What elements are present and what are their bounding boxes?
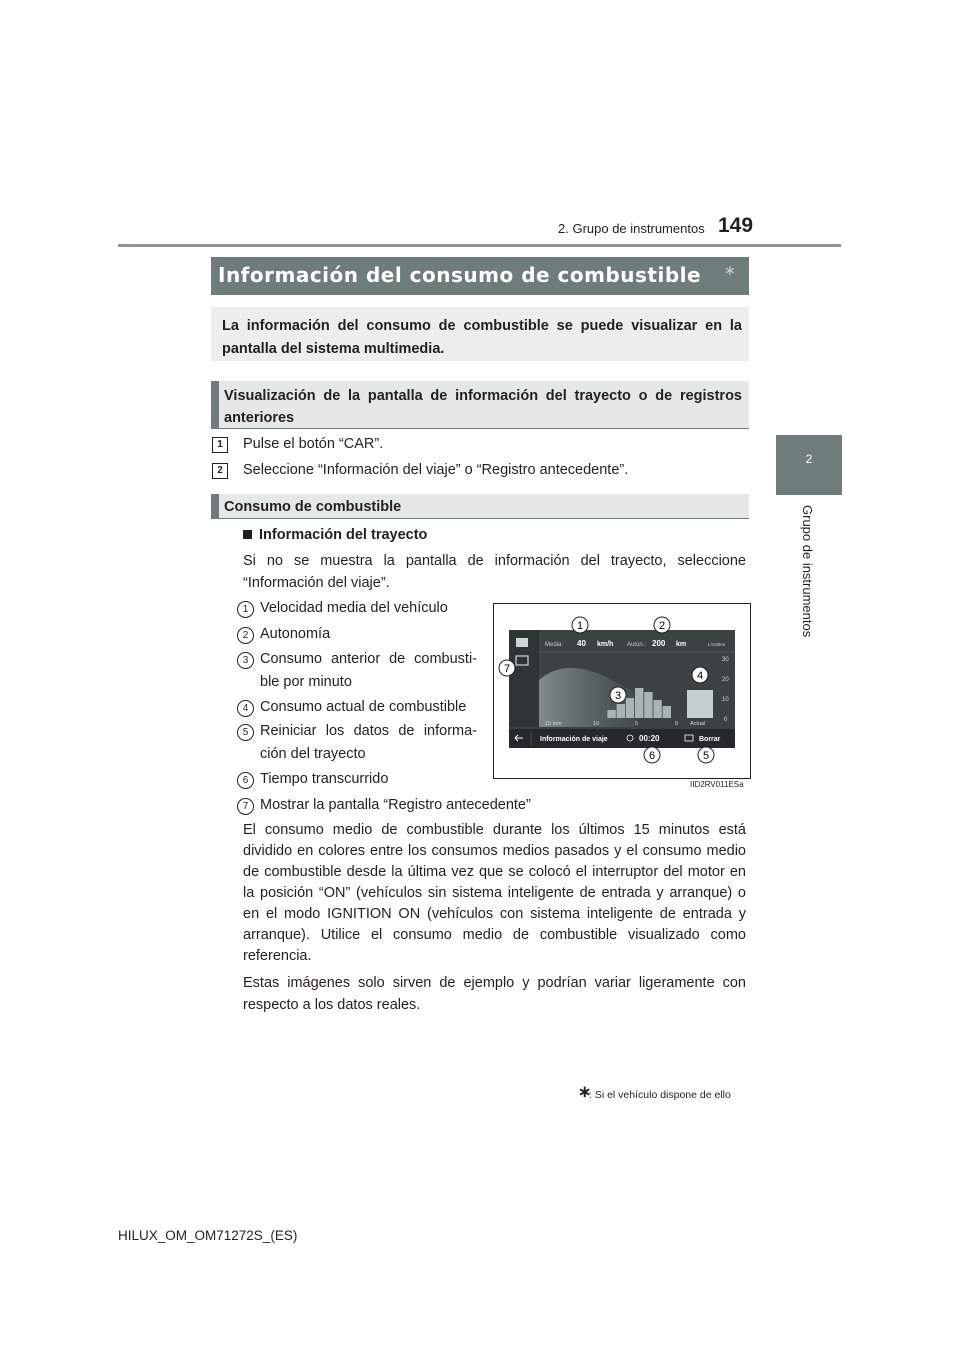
callout-6: 6 — [648, 750, 656, 762]
y-tick-10: 10 — [722, 697, 729, 703]
trip-intro: Si no se muestra la pantalla de información del trayecto, seleccione “Información del viaje”. — [243, 553, 746, 591]
x-tick-actual: Actual — [690, 721, 706, 727]
header-rule — [118, 244, 841, 247]
item-number-2: 2 — [237, 627, 254, 644]
item-text-5a: Reiniciar los datos de informa- — [260, 723, 477, 739]
footer-code: HILUX_OM_OM71272S_(ES) — [118, 1228, 298, 1243]
item-number-7: 7 — [237, 798, 254, 815]
trip-info-button[interactable]: Información de viaje — [540, 736, 608, 743]
consumption-unit: L/100km — [708, 642, 726, 647]
step-text-2: Seleccione “Información del viaje” o “Registro antecedente”. — [243, 462, 629, 478]
item-text-2: Autonomía — [260, 626, 331, 642]
figure-callouts — [493, 603, 751, 779]
section-title: 2. Grupo de instrumentos — [558, 221, 705, 236]
callout-4: 4 — [696, 670, 704, 682]
x-tick-10: 10 — [593, 721, 600, 727]
intro-text: La información del consumo de combustible se puede visualizar en la pantalla del sistema multimedia. — [222, 318, 742, 357]
x-tick-15min: 15 min — [545, 721, 562, 727]
subheading-1: Visualización de la pantalla de información del trayecto o de registros anteriores — [224, 388, 742, 426]
footnote-asterisk: ∗ — [578, 1084, 592, 1101]
item-text-3b: ble por minuto — [260, 674, 352, 690]
item-number-4: 4 — [237, 700, 254, 717]
reset-button[interactable]: Borrar — [699, 736, 721, 743]
page-number: 149 — [718, 214, 754, 237]
elapsed-time: 00:20 — [639, 734, 660, 743]
x-tick-5: 5 — [635, 721, 639, 727]
avg-speed-value: 40 — [577, 639, 586, 648]
step-number-2: 2 — [212, 463, 228, 479]
chapter-tab-number: 2 — [805, 452, 813, 466]
chapter-tab-label: Grupo de instrumentos — [800, 505, 815, 638]
range-label: Auton.: — [627, 642, 647, 648]
callout-1: 1 — [576, 620, 584, 632]
page-title: Información del consumo de combustible — [218, 263, 702, 287]
range-unit: km — [676, 641, 687, 648]
figure-code: IID2RV011ESa — [690, 780, 744, 789]
callout-2: 2 — [658, 620, 666, 632]
x-tick-0: 0 — [675, 721, 679, 727]
range-value: 200 — [652, 639, 666, 648]
item-number-3: 3 — [237, 652, 254, 669]
bullet-square-icon — [243, 530, 252, 539]
paragraph-2: Estas imágenes solo sirven de ejemplo y podrían variar ligeramente con respecto a los datos reales. — [243, 975, 746, 1013]
item-number-1: 1 — [237, 601, 254, 618]
callout-5: 5 — [702, 750, 710, 762]
item-text-4: Consumo actual de combustible — [260, 699, 467, 715]
item-text-7: Mostrar la pantalla “Registro antecedente” — [260, 797, 531, 813]
step-number-1: 1 — [212, 437, 228, 453]
item-number-6: 6 — [237, 772, 254, 789]
footnote: : Si el vehículo dispone de ello — [589, 1089, 731, 1101]
trip-heading: Información del trayecto — [259, 527, 428, 543]
callout-3: 3 — [614, 690, 622, 702]
item-text-1: Velocidad media del vehículo — [260, 600, 448, 616]
step-text-1: Pulse el botón “CAR”. — [243, 436, 384, 452]
avg-speed-unit: km/h — [597, 641, 614, 648]
item-text-5b: ción del trayecto — [260, 746, 366, 762]
title-asterisk: ∗ — [724, 262, 736, 278]
callout-7: 7 — [503, 663, 511, 675]
paragraph-1: El consumo medio de combustible durante los últimos 15 minutos está dividido en colores entre los consumos medios pasados y el consumo medio de combustible desde la última vez que se colocó el interruptor del motor en la posición “ON” (vehículos sin sistema inteligente de entrada y arranque) o en el modo IGNITION ON (vehículos con sistema inteligente de entrada y arranque). Utilice el consumo medio de combustible visualizado como referencia. — [243, 822, 746, 964]
y-tick-20: 20 — [722, 677, 729, 683]
avg-speed-label: Media: — [545, 642, 564, 648]
subheading-2: Consumo de combustible — [224, 499, 402, 515]
y-tick-30: 30 — [722, 657, 729, 663]
item-text-6: Tiempo transcurrido — [260, 771, 389, 787]
item-text-3a: Consumo anterior de combusti- — [260, 651, 477, 667]
item-number-5: 5 — [237, 724, 254, 741]
y-tick-0: 0 — [724, 717, 728, 723]
